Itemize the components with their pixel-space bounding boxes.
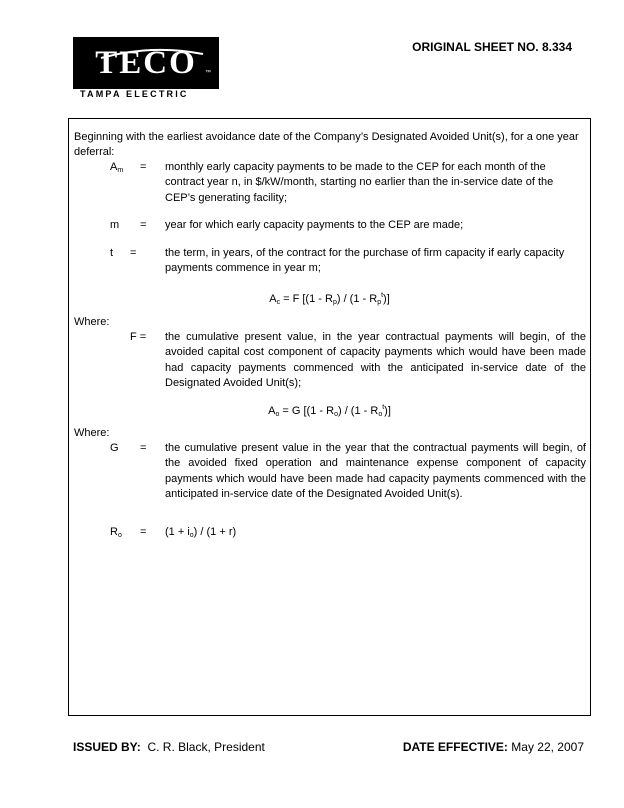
logo-wordmark: TECO <box>95 45 197 81</box>
teco-logo <box>73 37 219 89</box>
def-t-symbol: t <box>110 247 114 259</box>
def-f-text: the cumulative present value, in the year contractual payments will begin, of the avoided capital cost component of capacity payments which would have been made had capacity payments commenced with the anticipated in-service date of the Designated Avoided Unit(s); <box>165 331 586 390</box>
def-m-text: year for which early capacity payments to the CEP are made; <box>165 219 464 231</box>
def-g-symbol: G <box>110 442 119 454</box>
date-effective-value: May 22, 2007 <box>511 740 584 754</box>
logo-trademark: ™ <box>205 70 211 76</box>
def-am-symbol: $A_m$ <box>110 161 124 174</box>
def-t-text: the term, in years, of the contract for the purchase of firm capacity if early capacity payments commence in year m; <box>165 247 565 275</box>
where-label-1: Where: <box>74 316 110 328</box>
issued-by-value: C. R. Black, President <box>147 740 265 754</box>
sheet-number: ORIGINAL SHEET NO. 8.334 <box>412 40 572 54</box>
issued-by <box>73 740 265 754</box>
def-m-symbol: m <box>110 219 120 231</box>
def-f-symbol: F = <box>130 331 147 343</box>
date-effective <box>403 740 584 754</box>
def-t-equals: = <box>130 247 137 259</box>
tariff-content-box <box>68 118 591 716</box>
where-label-2: Where: <box>74 427 110 439</box>
def-ro-equals: = <box>140 526 147 538</box>
def-g-text: the cumulative present value in the year that the contractual payments will begin, of the avoided fixed operation and maintenance expense component of capacity payments which would have been made had capacity payments commenced with the anticipated in-service date of the Designated Avoided Unit(s). <box>165 442 586 501</box>
def-m-equals: = <box>140 219 147 231</box>
def-g-equals: = <box>140 442 147 454</box>
logo-subtitle: TAMPA ELECTRIC <box>80 89 189 99</box>
formula-ao: $A_o = G$ $[(1 - R_o) / (1 - R_o^t)]$ <box>268 404 391 418</box>
def-ro-symbol: $R_o$ <box>110 526 122 539</box>
formula-ac: $A_c = F$ $[(1 - R_p) / (1 - R_p^t)]$ <box>269 292 390 306</box>
date-effective-label: DATE EFFECTIVE: <box>402 740 508 754</box>
def-ro-formula: $(1 + i_o) / (1 + r)$ <box>165 526 237 539</box>
def-am-equals: = <box>140 161 147 173</box>
intro-paragraph: Beginning with the earliest avoidance date of the Company’s Designated Avoided Unit(s), for a one year deferral: <box>74 131 579 159</box>
def-am-text: monthly early capacity payments to be made to the CEP for each month of the contract year n, in $/kW/month, starting no earlier than the in-service date of the CEP’s generating facility; <box>165 161 554 204</box>
issued-by-label: ISSUED BY: <box>73 740 141 754</box>
